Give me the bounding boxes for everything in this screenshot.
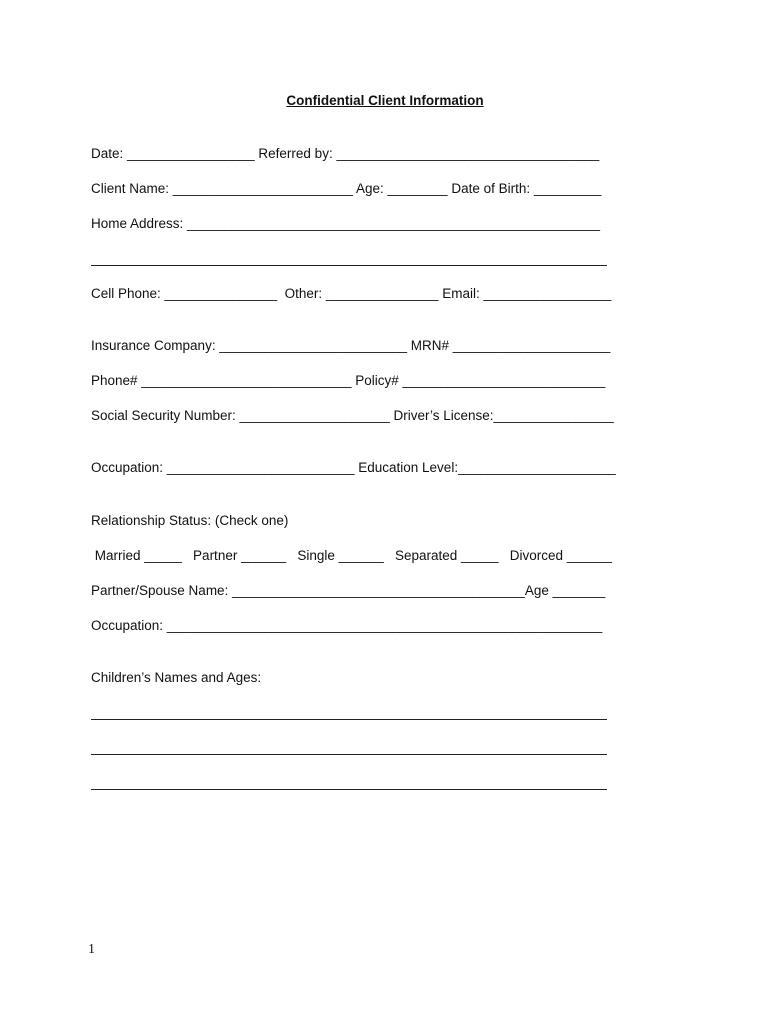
children-label: Children’s Names and Ages: [91,670,262,685]
children-blank-1 [91,719,607,720]
insurance-line: Insurance Company: _________________________ MRN# _____________________ [91,338,611,353]
client-name-line: Client Name: ________________________ Age: ________ Date of Birth: _________ [91,181,602,196]
children-blank-2 [91,754,607,755]
relationship-status-label: Relationship Status: (Check one) [91,513,289,528]
address-continuation-blank [91,265,607,266]
ssn-license-line: Social Security Number: ____________________ Driver’s License:________________ [91,408,614,423]
partner-name-line: Partner/Spouse Name: _______________________________________Age _______ [91,583,606,598]
partner-occupation-line: Occupation: __________________________________________________________ [91,618,603,633]
occupation-education-line: Occupation: _________________________ Education Level:_____________________ [91,460,616,475]
cell-phone-line: Cell Phone: _______________ Other: _______________ Email: _________________ [91,286,612,301]
relationship-status-options: Married _____ Partner ______ Single ______ Separated _____ Divorced ______ [91,548,612,563]
form-title: Confidential Client Information [286,93,484,108]
date-referred-line: Date: _________________ Referred by: ___________________________________ [91,146,600,161]
page-number: 1 [88,942,95,957]
home-address-line: Home Address: _______________________________________________________ [91,216,600,231]
phone-policy-line: Phone# ____________________________ Policy# ___________________________ [91,373,606,388]
children-blank-3 [91,789,607,790]
